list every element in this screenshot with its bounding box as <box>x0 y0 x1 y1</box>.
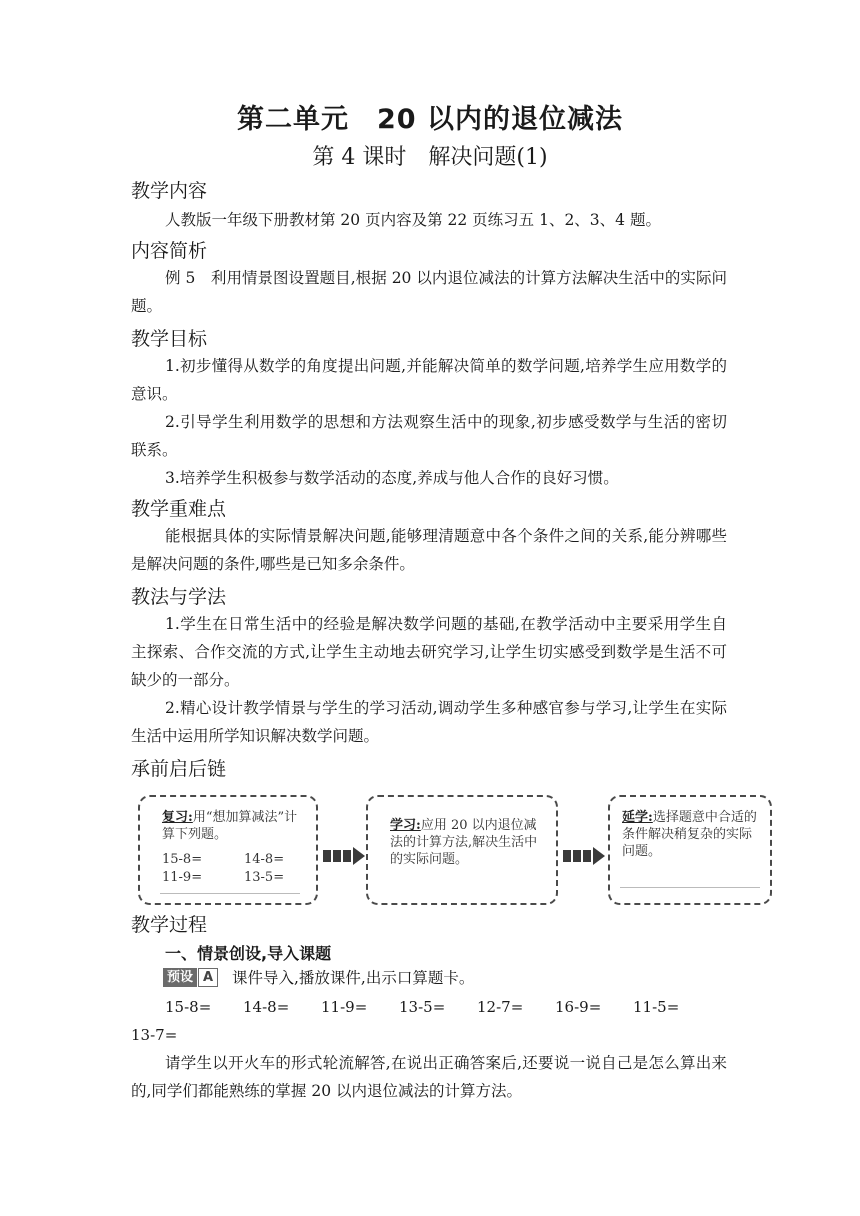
method-item-1: 1.学生在日常生活中的经验是解决数学问题的基础,在教学活动中主要采用学生自主探索、合作交流的方式,让学生主动地去研究学习,让学生切实感受到数学是生活不可缺少的一部分。 <box>131 615 727 689</box>
review-text: 用“想加算减法”计算下列题。 <box>162 810 298 842</box>
oral-eq-6: 16-9= <box>555 998 602 1016</box>
oral-eq-7: 11-5= <box>633 998 680 1016</box>
goal-item-3: 3.培养学生积极参与数学活动的态度,养成与他人合作的良好习惯。 <box>165 469 619 487</box>
arrow-icon-1 <box>323 845 365 861</box>
preset-text: 课件导入,播放课件,出示口算题卡。 <box>232 969 475 987</box>
arrow-icon-2 <box>563 845 605 861</box>
oral-eq-3: 11-9= <box>321 998 368 1016</box>
process-closing-text: 请学生以开火车的形式轮流解答,在说出正确答案后,还要说一说自己是怎么算出来的,同学们都能熟练的掌握 20 以内退位减法的计算方法。 <box>131 1054 727 1100</box>
oral-eq-2: 14-8= <box>243 998 290 1016</box>
extend-box <box>608 795 772 905</box>
teaching-content-text: 人教版一年级下册教材第 20 页内容及第 22 页练习五 1、2、3、4 题。 <box>165 211 661 229</box>
review-box <box>138 795 318 905</box>
heading-teaching-content: 教学内容 <box>131 180 208 202</box>
goal-item-2: 2.引导学生利用数学的思想和方法观察生活中的现象,初步感受数学与生活的密切联系。 <box>131 413 727 459</box>
preset-badge <box>163 968 218 987</box>
extend-divider <box>620 887 760 888</box>
review-divider <box>160 893 300 894</box>
method-item-2: 2.精心设计教学情景与学生的学习活动,调动学生多种感官参与学习,让学生在实际生活中运用所学知识解决数学问题。 <box>131 699 727 745</box>
oral-eq-8: 13-7= <box>131 1026 178 1044</box>
key-difficulties-text: 能根据具体的实际情景解决问题,能够理清题意中各个条件之间的关系,能分辨哪些是解决问题的条件,哪些是已知多余条件。 <box>131 527 727 573</box>
heading-key-difficulties: 教学重难点 <box>131 498 227 520</box>
heading-learning-chain: 承前启后链 <box>131 758 227 780</box>
learning-chain-diagram <box>138 793 772 907</box>
learn-box <box>366 795 558 905</box>
oral-eq-4: 13-5= <box>399 998 446 1016</box>
heading-methods: 教法与学法 <box>131 586 227 608</box>
review-eq-3: 11-9= <box>162 870 203 885</box>
goal-item-1: 1.初步懂得从数学的角度提出问题,并能解决简单的数学问题,培养学生应用数学的意识。 <box>131 357 727 403</box>
extend-keyword: 延学: <box>622 810 653 825</box>
preset-label: 预设 <box>163 968 197 987</box>
heading-teaching-process: 教学过程 <box>131 914 208 936</box>
oral-eq-5: 12-7= <box>477 998 524 1016</box>
learn-keyword: 学习: <box>390 818 421 833</box>
step-1-heading: 一、情景创设,导入课题 <box>165 944 332 963</box>
lesson-subtitle: 第 4 课时 解决问题(1) <box>312 145 548 170</box>
page-title: 第二单元 20 以内的退位减法 <box>237 104 623 135</box>
review-keyword: 复习: <box>162 810 193 825</box>
extend-text: 选择题意中合适的条件解决稍复杂的实际问题。 <box>622 810 757 859</box>
review-eq-2: 14-8= <box>244 852 285 867</box>
content-analysis-text: 例 5 利用情景图设置题目,根据 20 以内退位减法的计算方法解决生活中的实际问题。 <box>131 269 727 315</box>
heading-teaching-goals: 教学目标 <box>131 328 208 350</box>
heading-content-analysis: 内容简析 <box>131 240 208 262</box>
learn-text: 应用 20 以内退位减法的计算方法,解决生活中的实际问题。 <box>390 818 538 867</box>
review-eq-1: 15-8= <box>162 852 203 867</box>
review-eq-4: 13-5= <box>244 870 285 885</box>
oral-eq-1: 15-8= <box>165 998 212 1016</box>
preset-letter: A <box>198 968 218 987</box>
